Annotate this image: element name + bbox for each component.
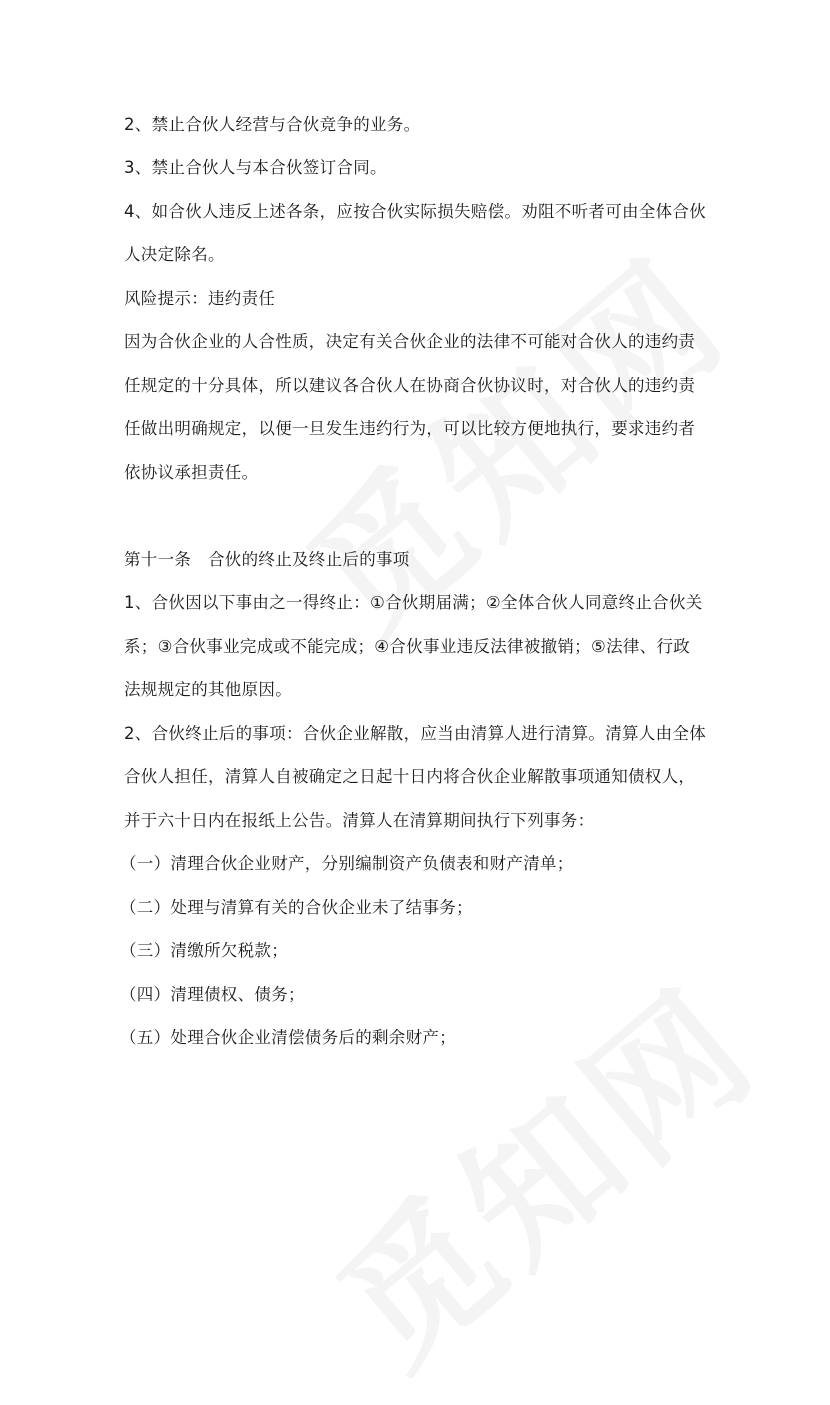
text-line: 依协议承担责任。: [124, 463, 259, 482]
text-line: 人决定除名。: [124, 245, 225, 264]
text-line: 3、禁止合伙人与本合伙签订合同。: [124, 158, 387, 177]
section-heading-risk: 风险提示：违约责任: [124, 289, 276, 308]
list-item: （一）清理合伙企业财产，分别编制资产负债表和财产清单；: [120, 854, 574, 873]
text-line: 4、如合伙人违反上述各条，应按合伙实际损失赔偿。劝阻不听者可由全体合伙: [124, 202, 706, 221]
text-line: 2、禁止合伙人经营与合伙竞争的业务。: [124, 115, 421, 134]
text-line: 系；③合伙事业完成或不能完成；④合伙事业违反法律被撤销；⑤法律、行政: [124, 637, 691, 656]
text-line: 合伙人担任，清算人自被确定之日起十日内将合伙企业解散事项通知债权人，: [124, 767, 696, 786]
text-line: 2、合伙终止后的事项：合伙企业解散，应当由清算人进行清算。清算人由全体: [124, 724, 706, 743]
list-item: （二）处理与清算有关的合伙企业未了结事务；: [120, 898, 473, 917]
list-item: （五）处理合伙企业清偿债务后的剩余财产；: [120, 1028, 456, 1047]
text-line: 因为合伙企业的人合性质，决定有关合伙企业的法律不可能对合伙人的违约责: [124, 332, 696, 351]
article-heading: 第十一条 合伙的终止及终止后的事项: [124, 550, 410, 569]
text-line: 并于六十日内在报纸上公告。清算人在清算期间执行下列事务：: [124, 811, 595, 830]
text-line: 1、合伙因以下事由之一得终止：①合伙期届满；②全体合伙人同意终止合伙关: [124, 593, 703, 612]
watermark-bottom: [287, 931, 794, 1405]
text-line: 任做出明确规定，以便一旦发生违约行为，可以比较方便地执行，要求违约者: [124, 419, 696, 438]
text-line: 任规定的十分具体，所以建议各合伙人在协商合伙协议时，对合伙人的违约责: [124, 376, 696, 395]
text-line: 法规规定的其他原因。: [124, 680, 292, 699]
list-item: （三）清缴所欠税款；: [120, 941, 288, 960]
list-item: （四）清理债权、债务；: [120, 985, 305, 1004]
